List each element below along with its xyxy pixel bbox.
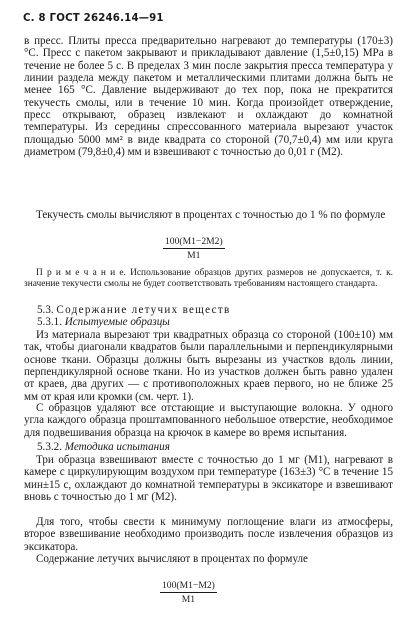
paragraph-volatiles-intro: Содержание летучих вычисляют в процентах по формуле xyxy=(36,553,308,565)
section-number: 5.3. xyxy=(37,304,54,316)
formula-numerator: 100(M1−2M2) xyxy=(165,236,223,247)
note-paragraph: П р и м е ч а н и е. Использование образцов других размеров не допускается, т. к. значение текучести смолы не будет соответствовать требованиям настоящего стандарта. xyxy=(24,268,393,289)
formula-resin-flow xyxy=(163,236,225,261)
subsection-number: 5.3.1. xyxy=(37,316,62,328)
formula-denominator: M1 xyxy=(181,594,196,605)
subsection-heading-method xyxy=(37,441,170,453)
formula-denominator: M1 xyxy=(187,250,201,261)
subsection-number: 5.3.2. xyxy=(37,441,62,453)
paragraph-resin-flow-intro: Текучесть смолы вычисляют в процентах с точностью до 1 % по формуле xyxy=(36,209,386,221)
subsection-title: Методика испытания xyxy=(64,441,170,453)
paragraph-moisture: Для того, чтобы свести к минимуму поглощение влаги из атмосферы, второе взвешивание необходимо производить после извлечения образцов из эксикатора. xyxy=(24,516,393,553)
formula-volatiles xyxy=(160,580,217,605)
subsection-title: Испытуемые образцы xyxy=(64,316,170,328)
page-header: С. 8 ГОСТ 26246.14—91 xyxy=(23,13,164,24)
subsection-heading-specimens xyxy=(37,316,170,328)
formula-numerator: 100(M1−M2) xyxy=(162,580,215,591)
paragraph-specimen-preparation: С образцов удаляют все отстающие и выступающие волокна. У одного угла каждого образца проштампованного небольшое отверстие, необходимое для подвешивания образца на крючок в камере во время испытания. xyxy=(24,402,393,439)
paragraph-press-procedure: в пресс. Плиты пресса предварительно нагревают до температуры (170±3) °С. Пресс с пакетом закрывают и прикладывают давление (1,5±0,15) МРа в течение не более 5 с. В пределах 3 мин после закрытия пресса температура у линии раздела между пакетом и металлическими плитами должна быть не менее 165 °С. Давление выдерживают до тех пор, пока не прекратится текучесть смолы, или в течение 10 мин. Когда произойдет отверждение, пресс открывают, образец извлекают и охлаждают до комнатной температуры. Из середины спрессованного материала вырезают участок площадью 5000 мм² в виде квадрата со стороной (70,7±0,4) мм или круга диаметром (79,8±0,4) мм и взвешивают с точностью до 0,01 г (M2). xyxy=(24,35,393,159)
paragraph-method: Три образца взвешивают вместе с точностью до 1 мг (M1), нагревают в камере с циркулирующим воздухом при температуре (163±3) °С в течение 15 мин±15 с, охлаждают до комнатной температуры в эксикаторе и взвешивают вновь с точностью до 1 мг (M2). xyxy=(24,454,393,504)
section-title: Содержание летучих веществ xyxy=(56,304,231,316)
paragraph-specimens: Из материала вырезают три квадратных образца со стороной (100±10) мм так, чтобы диагонали квадратов были параллельными и перпендикулярными основе ткани. Образцы должны быть вырезаны из участков вдоль линии, перпендикулярной основе ткани. Но из участков должен быть равно удален от краев, два других — с противоположных краев первого, но не ближе 25 мм от края или кромки (см. черт. 1). xyxy=(24,329,393,403)
section-heading xyxy=(37,304,231,316)
